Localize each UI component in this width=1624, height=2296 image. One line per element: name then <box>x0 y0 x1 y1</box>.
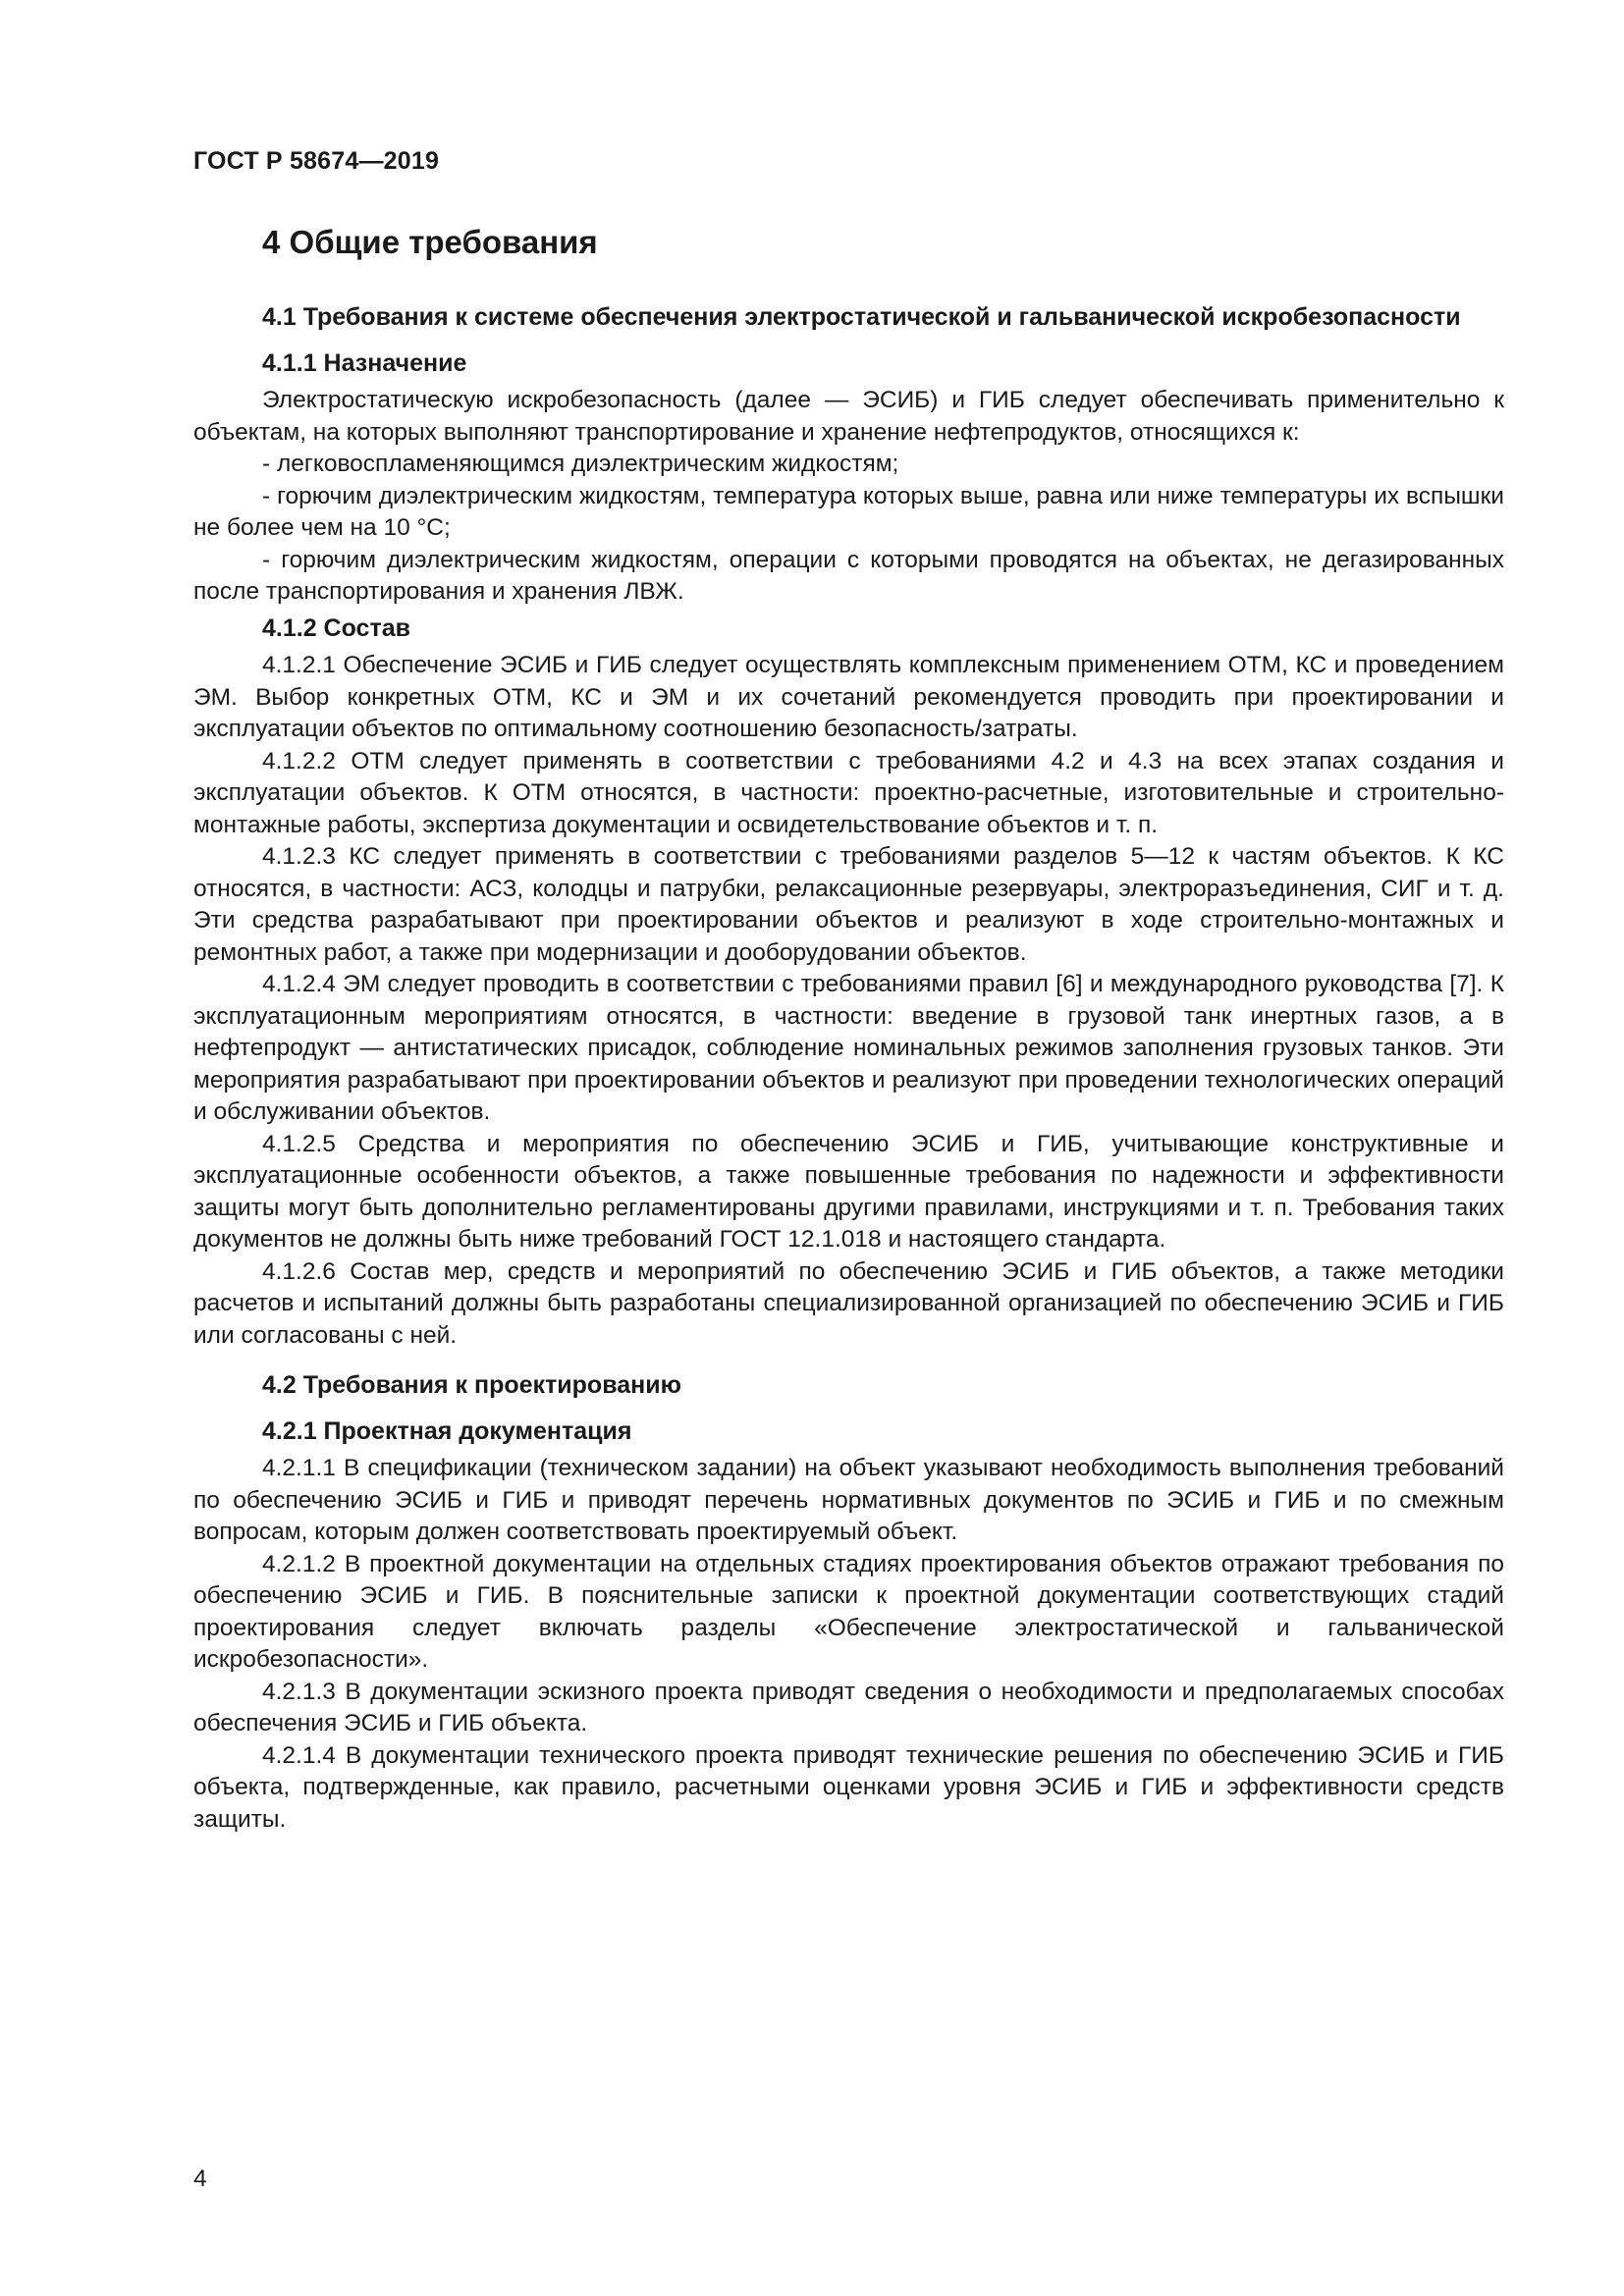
paragraph: 4.2.1.3 В документации эскизного проекта приводят сведения о необходимости и предполагаемых способах обеспечения ЭСИБ и ГИБ объекта. <box>193 1678 1504 1736</box>
subsection-4-1-title: 4.1 Требования к системе обеспечения электростатической и гальванической искробезопасности <box>262 303 1461 331</box>
paragraph: 4.1.2.5 Средства и мероприятия по обеспечению ЭСИБ и ГИБ, учитывающие конструктивные и эксплуатационные особенности объектов, а также повышенные требования по надежности и эффективности защиты могут быть дополнительно регламентированы другими правилами, инструкциями и т. п. Требования таких документов не должны быть ниже требований ГОСТ 12.1.018 и настоящего стандарта. <box>193 1130 1504 1253</box>
standard-code: ГОСТ Р 58674—2019 <box>193 147 440 175</box>
paragraph: 4.1.2.3 КС следует применять в соответствии с требованиями разделов 5—12 к частям объектов. К КС относятся, в частности: АСЗ, колодцы и патрубки, релаксационные резервуары, электроразъединения, СИГ и т. д. Эти средства разрабатывают при проектировании объектов и реализуют в ходе строительно-монтажных и ремонтных работ, а также при модернизации и дооборудовании объектов. <box>193 843 1504 966</box>
subsection-4-2-title: 4.2 Требования к проектированию <box>262 1371 681 1399</box>
paragraph: Электростатическую искробезопасность (далее — ЭСИБ) и ГИБ следует обеспечивать применительно к объектам, на которых выполняют транспортирование и хранение нефтепродуктов, относящихся к: <box>193 387 1504 446</box>
paragraph: 4.2.1.4 В документации технического проекта приводят технические решения по обеспечению ЭСИБ и ГИБ объекта, подтвержденные, как правило, расчетными оценками уровня ЭСИБ и ГИБ и эффективности средств защиты. <box>193 1741 1504 1833</box>
paragraph: 4.1.2.4 ЭМ следует проводить в соответствии с требованиями правил [6] и международного руководства [7]. К эксплуатационным мероприятиям относятся, в частности: введение в грузовой танк инертных газов, а в нефтепродукт — антистатических присадок, соблюдение номинальных режимов заполнения грузовых танков. Эти мероприятия разрабатывают при проектировании объектов и реализуют при проведении технологических операций и обслуживании объектов. <box>193 971 1504 1125</box>
subsection-4-2-1-title: 4.2.1 Проектная документация <box>262 1416 632 1445</box>
section-title: 4 Общие требования <box>262 224 598 260</box>
document-body <box>193 221 1504 1836</box>
subsection-4-1-2-title: 4.1.2 Состав <box>262 614 410 642</box>
paragraph: 4.2.1.1 В спецификации (техническом задании) на объект указывают необходимость выполнения требований по обеспечению ЭСИБ и ГИБ и приводят перечень нормативных документов по ЭСИБ и ГИБ и по смежным вопросам, которым должен соответствовать проектируемый объект. <box>193 1455 1504 1545</box>
list-item: - горючим диэлектрическим жидкостям, температура которых выше, равна или ниже температуры их вспышки не более чем на 10 °С; <box>193 482 1504 541</box>
list-item: - горючим диэлектрическим жидкостям, операции с которыми проводятся на объектах, не дегазированных после транспортирования и хранения ЛВЖ. <box>193 546 1504 605</box>
list-item: - легковоспламеняющимся диэлектрическим жидкостям; <box>262 451 899 477</box>
paragraph: 4.2.1.2 В проектной документации на отдельных стадиях проектирования объектов отражают требования по обеспечению ЭСИБ и ГИБ. В пояснительные записки к проектной документации соответствующих стадий проектирования следует включать разделы «Обеспечение электростатической и гальванической искробезопасности». <box>193 1550 1504 1673</box>
paragraph: 4.1.2.2 ОТМ следует применять в соответствии с требованиями 4.2 и 4.3 на всех этапах создания и эксплуатации объектов. К ОТМ относятся, в частности: проектно-расчетные, изготовительные и строительно-монтажные работы, экспертиза документации и освидетельствование объектов и т. п. <box>193 747 1504 838</box>
paragraph: 4.1.2.6 Состав мер, средств и мероприятий по обеспечению ЭСИБ и ГИБ объектов, а также методики расчетов и испытаний должны быть разработаны специализированной организацией по обеспечению ЭСИБ и ГИБ или согласованы с ней. <box>193 1257 1504 1349</box>
subsection-4-1-1-title: 4.1.1 Назначение <box>262 348 467 377</box>
page-number: 4 <box>193 2165 207 2192</box>
paragraph: 4.1.2.1 Обеспечение ЭСИБ и ГИБ следует осуществлять комплексным применением ОТМ, КС и проведением ЭМ. Выбор конкретных ОТМ, КС и ЭМ и их сочетаний рекомендуется проводить при проектировании и эксплуатации объектов по оптимальному соотношению безопасность/затраты. <box>193 652 1504 742</box>
